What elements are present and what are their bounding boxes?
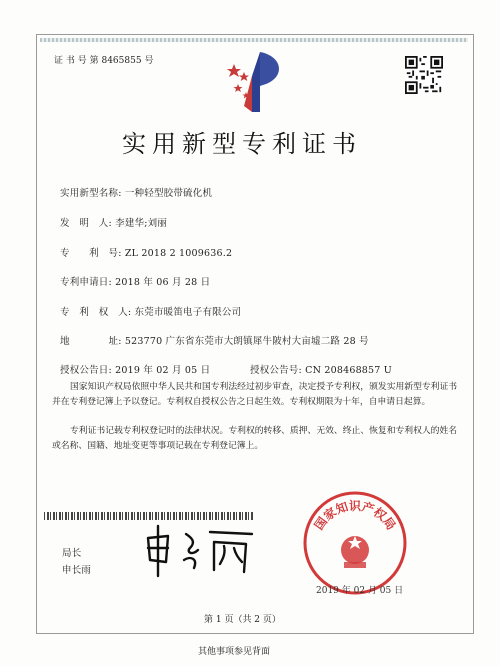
- field-patent-number: [60, 245, 232, 259]
- field-grant-date: [60, 362, 210, 376]
- field-value: 2019 年 02 月 05 日: [115, 365, 211, 376]
- cert-number-line: [54, 53, 153, 66]
- field-label: 专 利 权 人:: [60, 307, 132, 318]
- field-value: 2018 年 06 月 28 日: [115, 277, 211, 288]
- page-number: 第 1 页（共 2 页）: [204, 615, 281, 625]
- field-value: CN 208468857 U: [305, 365, 392, 376]
- field-label: 发 明 人:: [60, 218, 112, 229]
- cert-number: 8465855: [101, 56, 142, 66]
- field-value: 523770 广东省东莞市大朗镇犀牛陂村大亩墟二路 28 号: [124, 336, 369, 347]
- field-inventor: [60, 215, 167, 229]
- field-filing-date: [60, 274, 210, 288]
- handwritten-signature-icon: [140, 520, 260, 580]
- field-label: 实用新型名称:: [60, 188, 122, 199]
- cert-number-label: 证 书 号 第: [54, 56, 99, 66]
- director-title: 局长: [62, 548, 82, 559]
- field-value: 东莞市暖笛电子有限公司: [134, 307, 242, 318]
- field-patentee: [60, 304, 241, 318]
- cnipa-logo-icon: [222, 46, 294, 118]
- barcode-icon: [44, 512, 254, 520]
- field-utility-model-name: [60, 185, 212, 199]
- field-value: 李建华;刘丽: [115, 218, 168, 229]
- field-label: 地 址:: [60, 336, 122, 347]
- certificate-title: 实用新型专利证书: [122, 130, 362, 158]
- official-seal-icon: [300, 488, 410, 598]
- field-label: 专 利 号:: [60, 248, 122, 259]
- certificate-paragraph-grant: 国家知识产权局依照中华人民共和国专利法经过初步审查，决定授予专利权，颁发实用新型专利证书并在专利登记簿上予以登记。专利权自授权公告之日起生效。专利权期限为十年，自申请日起算。: [52, 382, 458, 407]
- cert-number-suffix: 号: [144, 56, 154, 66]
- qr-code-icon: [405, 56, 443, 94]
- director-name: 申长雨: [62, 565, 92, 576]
- field-address: [60, 333, 369, 347]
- certificate-paragraph-legal-status: 专利证书记载专利权登记时的法律状况。专利权的转移、质押、无效、终止、恢复和专利权人的姓名或名称、国籍、地址变更等事项记载在专利登记簿上。: [52, 426, 458, 451]
- field-label: 授权公告号:: [250, 365, 302, 376]
- footer-note: 其他事项参见背面: [198, 647, 271, 657]
- seal-text: 国家知识产权局: [311, 499, 399, 533]
- field-value: ZL 2018 2 1009636.2: [124, 248, 233, 259]
- field-publication-number: [250, 362, 392, 376]
- field-label: 授权公告日:: [60, 365, 112, 376]
- field-label: 专利申请日:: [60, 277, 112, 288]
- seal-date: 2019 年 02 月 05 日: [316, 586, 404, 596]
- field-value: 一种轻型胶带硫化机: [124, 188, 213, 199]
- border-pattern-top: [40, 38, 468, 42]
